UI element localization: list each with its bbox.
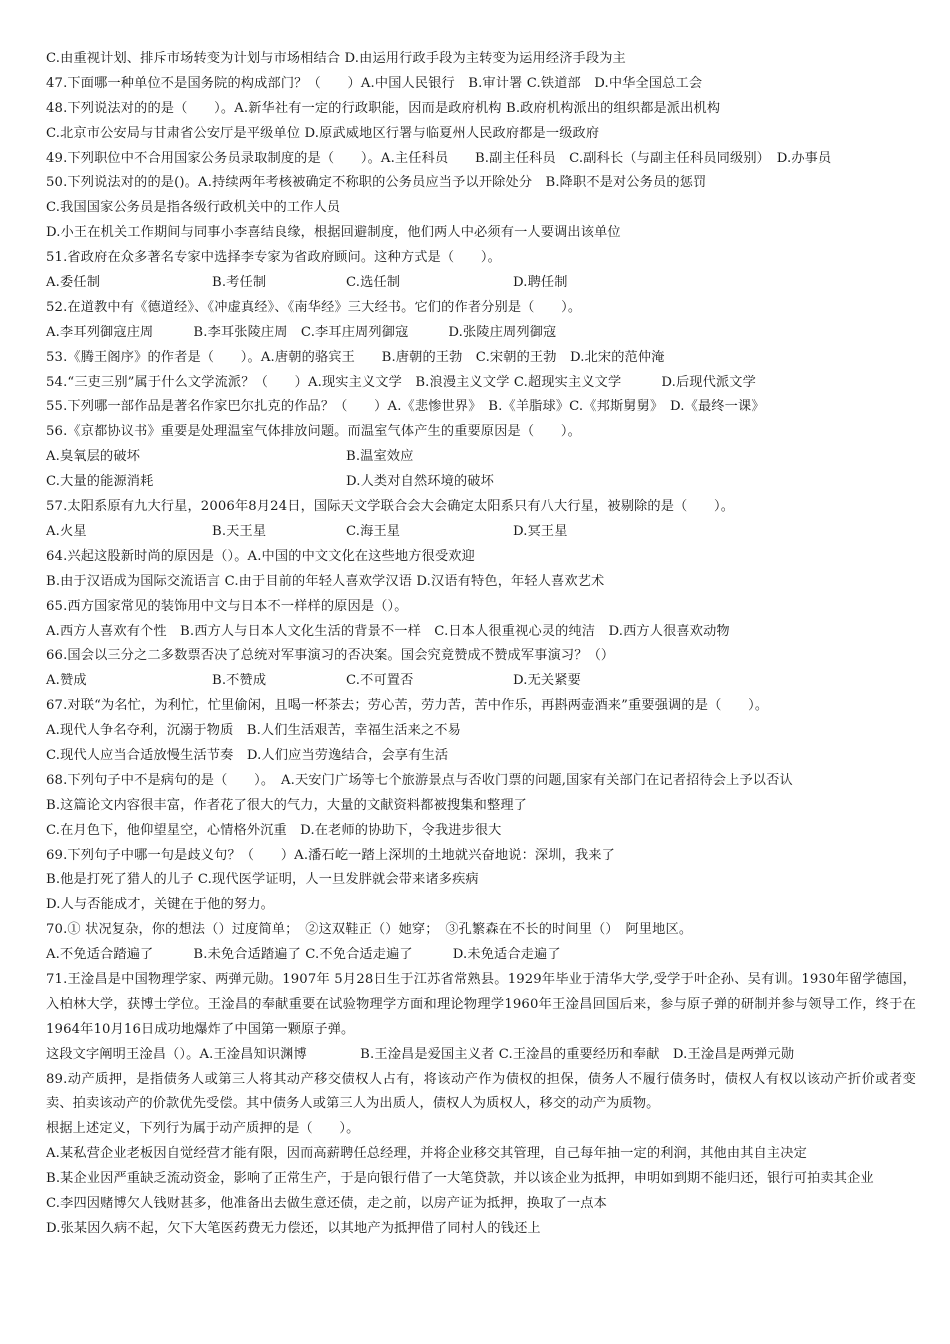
text-line: C.我国国家公务员是指各级行政机关中的工作人员 [46, 200, 341, 216]
text-line: A.不免适合踏遍了 B.未免合适踏遍了 C.不免合适走遍了 D.未免适合走遍了 [46, 947, 561, 963]
question-48: 48.下列说法对的的是（ ）。A.新华社有一定的行政职能，因而是政府机构 B.政府机构派出的组织都是派出机构 [46, 100, 721, 116]
option-d: D.冥王星 [513, 523, 568, 539]
option-b: B.不赞成 [212, 673, 267, 689]
text-line: A.西方人喜欢有个性 B.西方人与日本人文化生活的背景不一样 C.日本人很重视心灵的纯洁 D.西方人很喜欢动物 [46, 623, 730, 639]
question-64: 64.兴起这股新时尚的原因是（）。A.中国的中文文化在这些地方很受欢迎 [46, 548, 475, 564]
question-56: 56.《京都协议书》重要是处理温室气体排放问题。而温室气体产生的重要原因是（ ）。 [46, 424, 581, 440]
options-row [46, 669, 916, 694]
option-c: C.选任制 [346, 275, 401, 291]
question-68: 68.下列句子中不是病句的是（ ）。 A.天安门广场等七个旅游景点与否收门票的问题,国家有关部门在记者招待会上予以否认 [46, 772, 793, 788]
text-line: C.在月色下，他仰望星空，心情格外沉重 D.在老师的协助下，令我进步很大 [46, 822, 502, 838]
text-line: C.现代人应当合适放慢生活节奏 D.人们应当劳逸结合，会享有生活 [46, 747, 449, 763]
option-d: D.聘任制 [513, 275, 568, 291]
text-line: 这段文字阐明王淦昌（）。A.王淦昌知识渊博 B.王淦昌是爱国主义者 C.王淦昌的重要经历和奉献 D.王淦昌是两弹元勋 [46, 1046, 795, 1062]
question-66: 66.国会以三分之二多数票否决了总统对军事演习的否决案。国会究竟赞成不赞成军事演习？（） [46, 648, 615, 664]
options-row [46, 520, 916, 545]
option-a: A.赞成 [46, 673, 87, 689]
text-line: D.小王在机关工作期间与同事小李喜结良缘，根据回避制度，他们两人中必须有一人要调出该单位 [46, 225, 621, 241]
question-54: 54.“三吏三别”属于什么文学流派？（ ）A.现实主义文学 B.浪漫主义文学 C.超现实主义文学 D.后现代派文学 [46, 374, 756, 390]
text-line: B.由于汉语成为国际交流语言 C.由于目前的年轻人喜欢学汉语 D.汉语有特色，年轻人喜欢艺术 [46, 573, 605, 589]
text-line: B.这篇论文内容很丰富，作者花了很大的气力，大量的文献资料都被搜集和整理了 [46, 797, 527, 813]
text-line: C.李四因赌博欠人钱财甚多，他准备出去做生意还债，走之前，以房产证为抵押，换取了一点本 [46, 1196, 607, 1212]
text-line: 根据上述定义，下列行为属于动产质押的是（ ）。 [46, 1121, 360, 1137]
text-line: D.人与否能成才，关键在于他的努力。 [46, 897, 274, 913]
text-line: A.李耳列御寇庄周 B.李耳张陵庄周 C.李耳庄周列御寇 D.张陵庄周列御寇 [46, 324, 557, 340]
option-b: B.考任制 [212, 275, 267, 291]
option-c: C.不可置否 [346, 673, 414, 689]
text-line: C.北京市公安局与甘肃省公安厅是平级单位 D.原武威地区行署与临夏州人民政府都是一级政府 [46, 125, 600, 141]
option-c: C.海王星 [346, 523, 401, 539]
text-line: B.某企业因严重缺乏流动资金，影响了正常生产，于是向银行借了一大笔贷款，并以该企业为抵押，申明如到期不能归还，银行可拍卖其企业 [46, 1171, 874, 1187]
option-d: D.无关紧要 [513, 673, 581, 689]
options-row [46, 470, 916, 495]
question-50: 50.下列说法对的的是()。A.持续两年考核被确定不称职的公务员应当予以开除处分 B.降职不是对公务员的惩罚 [46, 175, 707, 191]
option-a: A.火星 [46, 523, 87, 539]
text-line: B.他是打死了猎人的儿子 C.现代医学证明，人一旦发胖就会带来诸多疾病 [46, 872, 479, 888]
option-c: C.大量的能源消耗 [46, 474, 154, 490]
question-51: 51.省政府在众多著名专家中选择李专家为省政府顾问。这种方式是（ ）。 [46, 250, 501, 266]
question-67: 67.对联“为名忙，为利忙，忙里偷闲，且喝一杯茶去；劳心苦，劳力苦，苦中作乐，再斟两壶酒来”重要强调的是（ ）。 [46, 698, 769, 714]
text-line: C.由重视计划、排斥市场转变为计划与市场相结合 D.由运用行政手段为主转变为运用经济手段为主 [46, 51, 626, 66]
question-69: 69.下列句子中哪一句是歧义句？（ ）A.潘石屹一踏上深圳的土地就兴奋地说：深圳，我来了 [46, 847, 615, 863]
question-49: 49.下列职位中不合用国家公务员录取制度的是（ ）。A.主任科员 B.副主任科员 C.副科长（与副主任科员同级别） D.办事员 [46, 150, 832, 166]
option-b: B.温室效应 [346, 449, 414, 465]
text-line: A.现代人争名夺利，沉溺于物质 B.人们生活艰苦，幸福生活来之不易 [46, 723, 461, 739]
question-55: 55.下列哪一部作品是著名作家巴尔扎克的作品？（ ）A.《悲惨世界》 B.《羊脂球》C.《邦斯舅舅》 D.《最终一课》 [46, 399, 765, 415]
question-71: 71.王淦昌是中国物理学家、两弹元勋。1907年 5月28日生于江苏省常熟县。1929年毕业于清华大学,受学于叶企孙、吴有训。1930年留学德国，入柏林大学，获博士学位。王淦昌的奉献重要在试验物理学方面和理论物理学1960年王淦昌回国后来，参与原子弹的研制并参与领导工作，终于在1964年10月16日成功地爆炸了中国第一颗原子弹。 [46, 971, 916, 1037]
options-row [46, 271, 916, 296]
document-page [46, 47, 916, 1242]
question-52: 52.在道教中有《德道经》、《冲虚真经》、《南华经》三大经书。它们的作者分别是（ ）。 [46, 299, 582, 315]
question-89: 89.动产质押，是指债务人或第三人将其动产移交债权人占有，将该动产作为债权的担保，债务人不履行债务时，债权人有权以该动产折价或者变卖、拍卖该动产的价款优先受偿。其中债务人或第三人为出质人，债权人为质权人，移交的动产为质物。 [46, 1071, 916, 1112]
option-d: D.人类对自然环境的破坏 [346, 474, 494, 490]
question-57: 57.太阳系原有九大行星，2006年8月24日，国际天文学联合会大会确定太阳系只有八大行星，被剔除的是（ ）。 [46, 499, 735, 515]
question-65: 65.西方国家常见的装饰用中文与日本不一样样的原因是（）。 [46, 598, 408, 614]
option-b: B.天王星 [212, 523, 267, 539]
options-row [46, 445, 916, 470]
option-a: A.臭氧层的破坏 [46, 449, 141, 465]
option-a: A.委任制 [46, 275, 101, 291]
question-70: 70.① 状况复杂，你的想法（）过度简单； ②这双鞋正（）她穿； ③孔繁森在不长的时间里（） 阿里地区。 [46, 922, 693, 938]
text-line: D.张某因久病不起，欠下大笔医药费无力偿还，以其地产为抵押借了同村人的钱还上 [46, 1220, 541, 1236]
question-53: 53.《腾王阁序》的作者是（ ）。A.唐朝的骆宾王 B.唐朝的王勃 C.宋朝的王勃 D.北宋的范仲淹 [46, 349, 665, 365]
text-line: A.某私营企业老板因自觉经营才能有限，因而高薪聘任总经理，并将企业移交其管理，自己每年抽一定的利润，其他由其自主决定 [46, 1146, 807, 1162]
question-47: 47.下面哪一种单位不是国务院的构成部门？（ ）A.中国人民银行 B.审计署 C.铁道部 D.中华全国总工会 [46, 75, 703, 91]
